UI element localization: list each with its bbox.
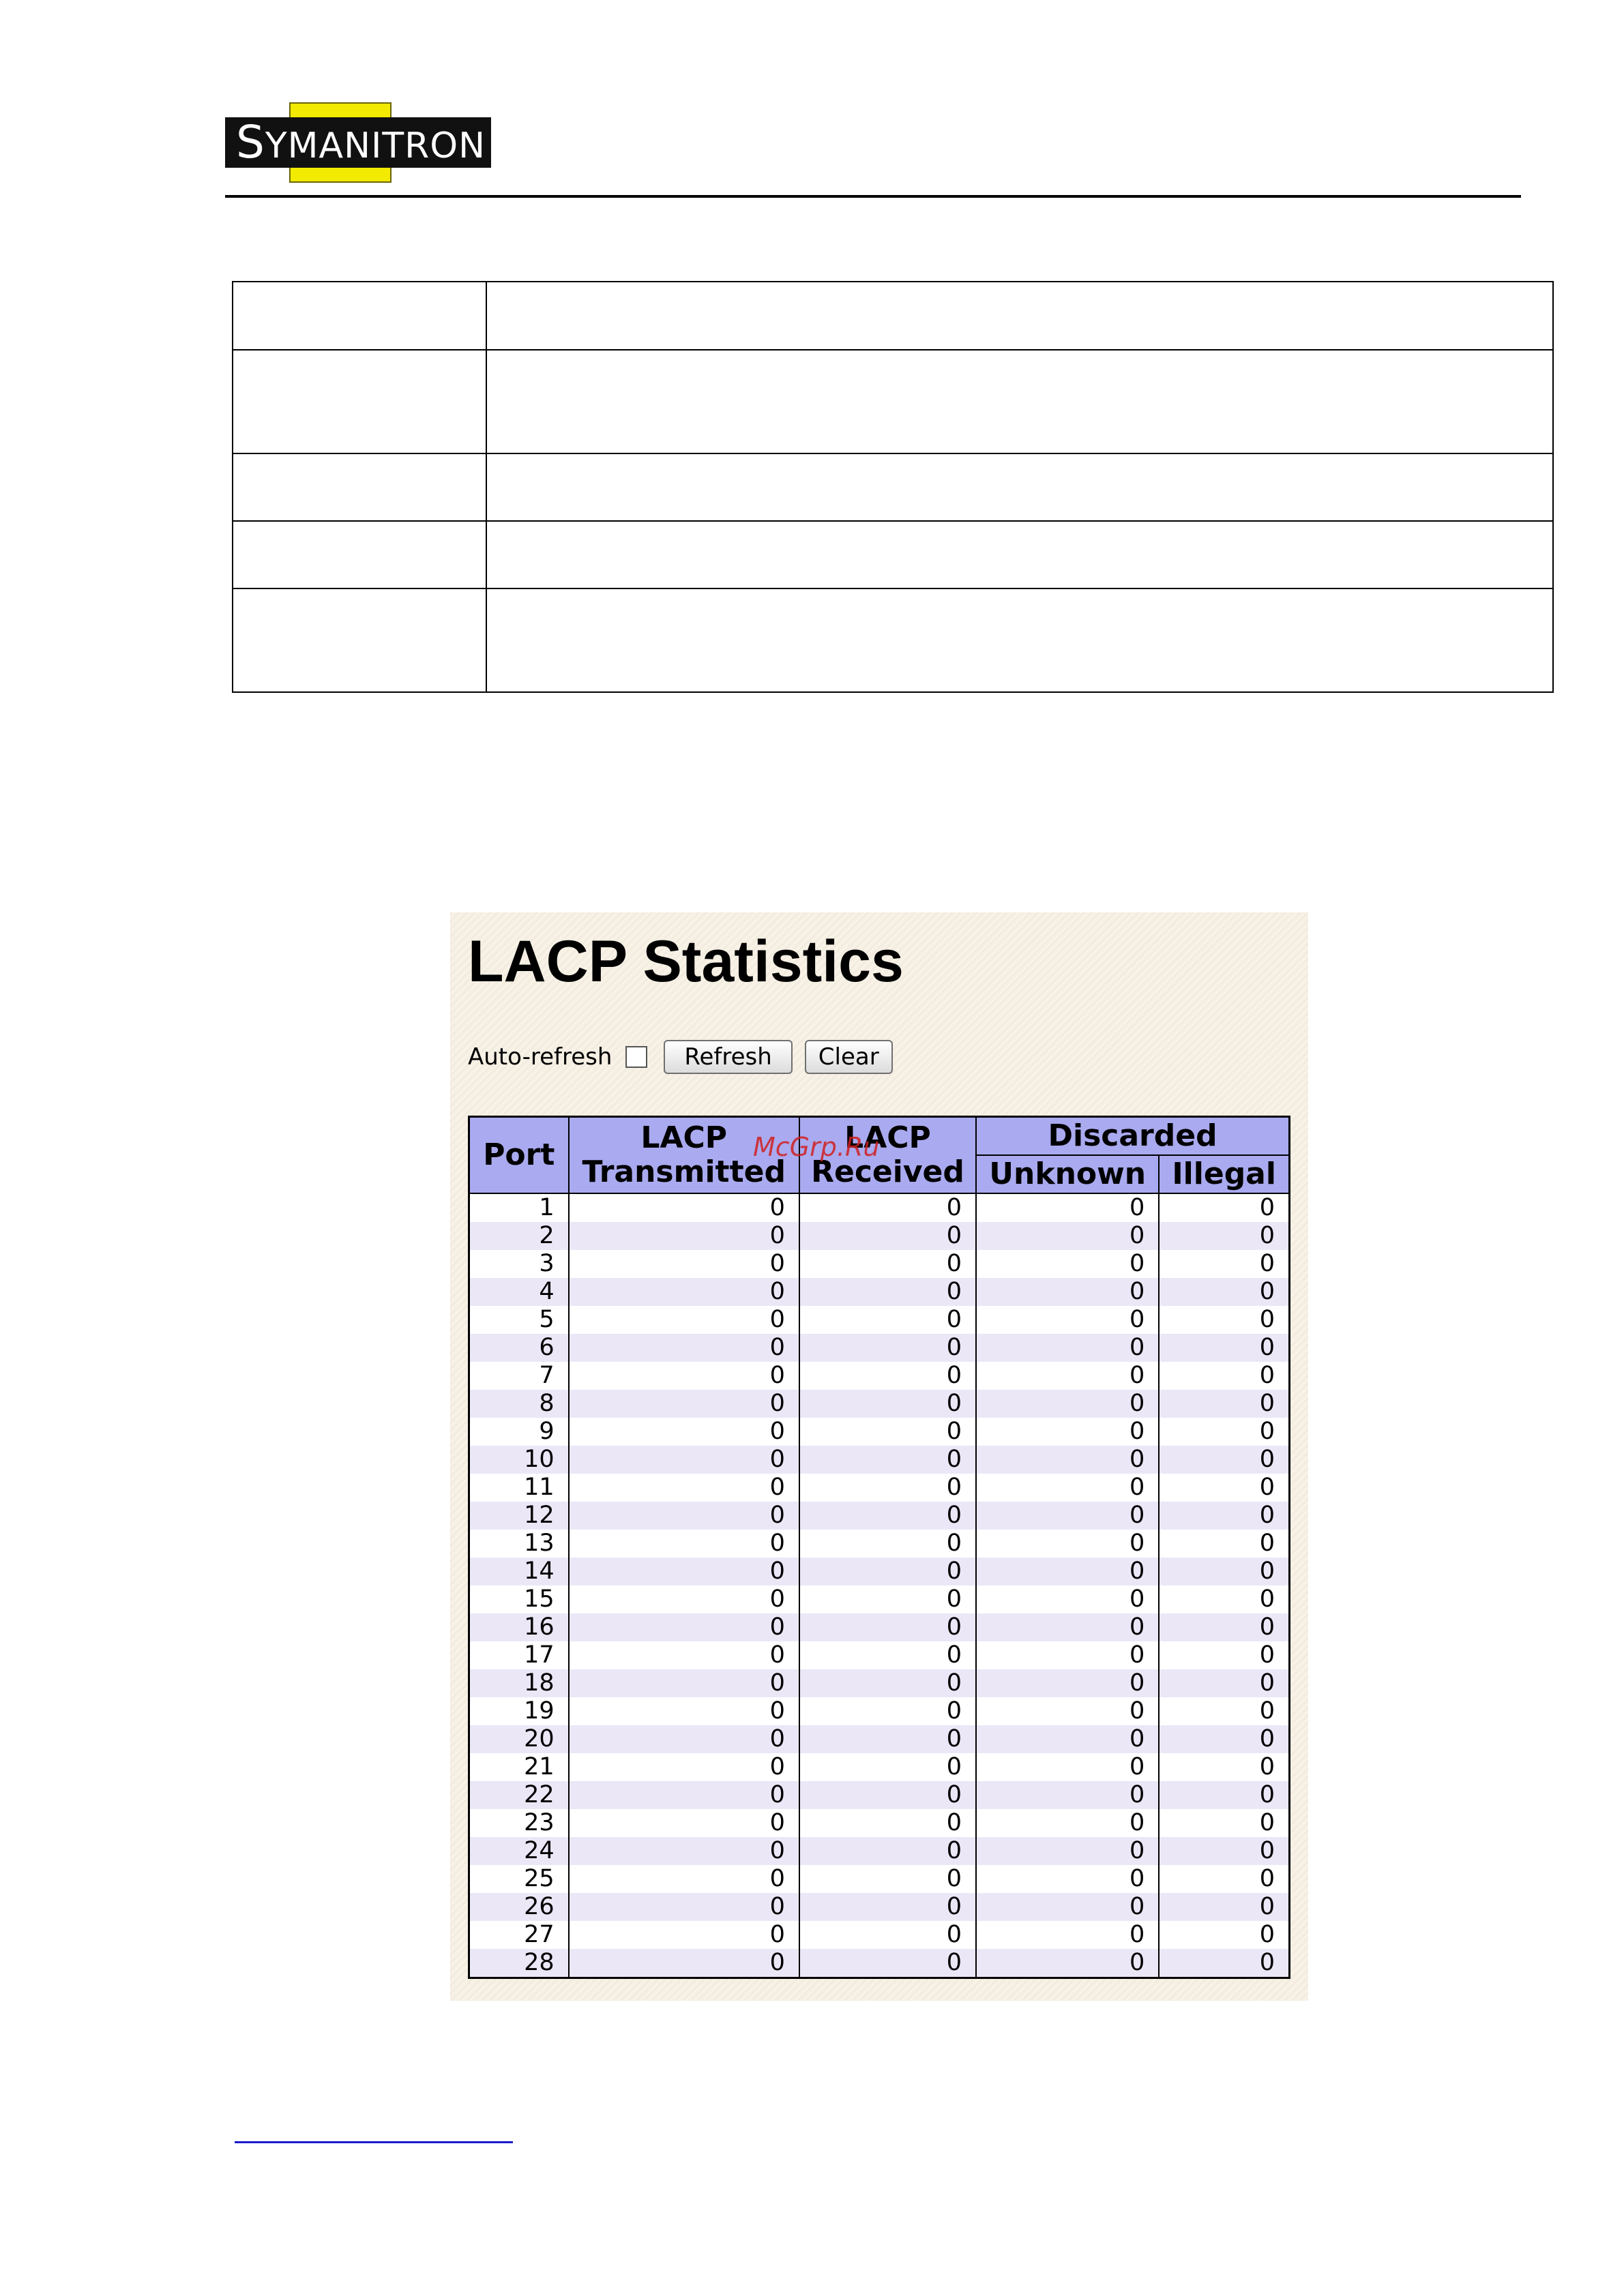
- cell-unknown: 0: [976, 1446, 1159, 1474]
- cell-transmitted: 0: [569, 1725, 799, 1753]
- cell-illegal: 0: [1159, 1921, 1289, 1949]
- cell-transmitted: 0: [569, 1753, 799, 1781]
- cell-received: 0: [799, 1193, 976, 1222]
- table-row: [469, 1334, 1290, 1362]
- cell-port: 23: [469, 1809, 569, 1837]
- table-row: [469, 1893, 1290, 1921]
- cell-unknown: 0: [976, 1222, 1159, 1250]
- watermark: McGrp.Ru: [753, 1132, 880, 1162]
- table-row: [469, 1193, 1290, 1222]
- cell-illegal: 0: [1159, 1949, 1289, 1978]
- table-row: [469, 1362, 1290, 1390]
- description-label: [233, 350, 486, 453]
- symanitron-logo: [225, 102, 491, 183]
- cell-unknown: 0: [976, 1362, 1159, 1390]
- cell-port: 26: [469, 1893, 569, 1921]
- cell-transmitted: 0: [569, 1585, 799, 1613]
- description-row: [233, 282, 1553, 350]
- cell-illegal: 0: [1159, 1781, 1289, 1809]
- cell-port: 21: [469, 1753, 569, 1781]
- table-row: [469, 1697, 1290, 1725]
- cell-unknown: 0: [976, 1502, 1159, 1530]
- table-row: [469, 1809, 1290, 1837]
- description-text: [486, 453, 1553, 521]
- cell-transmitted: 0: [569, 1697, 799, 1725]
- table-row: [469, 1669, 1290, 1697]
- cell-received: 0: [799, 1557, 976, 1585]
- cell-illegal: 0: [1159, 1613, 1289, 1641]
- cell-illegal: 0: [1159, 1725, 1289, 1753]
- cell-port: 24: [469, 1837, 569, 1865]
- cell-illegal: 0: [1159, 1893, 1289, 1921]
- cell-received: 0: [799, 1753, 976, 1781]
- cell-unknown: 0: [976, 1585, 1159, 1613]
- table-row: [469, 1949, 1290, 1978]
- cell-port: 16: [469, 1613, 569, 1641]
- description-label: [233, 282, 486, 350]
- cell-port: 20: [469, 1725, 569, 1753]
- cell-illegal: 0: [1159, 1278, 1289, 1306]
- cell-port: 10: [469, 1446, 569, 1474]
- auto-refresh-checkbox[interactable]: [625, 1046, 647, 1068]
- table-row: [469, 1502, 1290, 1530]
- table-row: [469, 1278, 1290, 1306]
- cell-transmitted: 0: [569, 1250, 799, 1278]
- cell-unknown: 0: [976, 1418, 1159, 1446]
- cell-port: 22: [469, 1781, 569, 1809]
- lacp-statistics-panel: [450, 912, 1308, 2001]
- cell-unknown: 0: [976, 1278, 1159, 1306]
- cell-transmitted: 0: [569, 1362, 799, 1390]
- cell-port: 28: [469, 1949, 569, 1978]
- header-lacp-received-line1: LACP: [844, 1120, 931, 1155]
- cell-port: 11: [469, 1474, 569, 1502]
- description-row: [233, 453, 1553, 521]
- table-row: [469, 1781, 1290, 1809]
- cell-transmitted: 0: [569, 1865, 799, 1893]
- table-row: [469, 1641, 1290, 1669]
- cell-received: 0: [799, 1334, 976, 1362]
- cell-illegal: 0: [1159, 1334, 1289, 1362]
- cell-illegal: 0: [1159, 1446, 1289, 1474]
- cell-port: 13: [469, 1530, 569, 1557]
- footer-link-underline[interactable]: [235, 2141, 513, 2143]
- cell-unknown: 0: [976, 1697, 1159, 1725]
- refresh-button[interactable]: Refresh: [664, 1040, 792, 1074]
- table-row: [469, 1613, 1290, 1641]
- cell-received: 0: [799, 1362, 976, 1390]
- cell-illegal: 0: [1159, 1837, 1289, 1865]
- cell-unknown: 0: [976, 1949, 1159, 1978]
- cell-unknown: 0: [976, 1753, 1159, 1781]
- cell-transmitted: 0: [569, 1949, 799, 1978]
- cell-illegal: 0: [1159, 1418, 1289, 1446]
- description-table: [232, 281, 1554, 693]
- cell-unknown: 0: [976, 1530, 1159, 1557]
- cell-received: 0: [799, 1530, 976, 1557]
- cell-received: 0: [799, 1390, 976, 1418]
- cell-illegal: 0: [1159, 1222, 1289, 1250]
- cell-received: 0: [799, 1697, 976, 1725]
- cell-transmitted: 0: [569, 1837, 799, 1865]
- cell-unknown: 0: [976, 1669, 1159, 1697]
- table-row: [469, 1585, 1290, 1613]
- description-label: [233, 453, 486, 521]
- table-row: [469, 1474, 1290, 1502]
- description-row: [233, 588, 1553, 692]
- cell-illegal: 0: [1159, 1753, 1289, 1781]
- cell-unknown: 0: [976, 1893, 1159, 1921]
- cell-transmitted: 0: [569, 1306, 799, 1334]
- cell-unknown: 0: [976, 1390, 1159, 1418]
- table-row: [469, 1530, 1290, 1557]
- cell-port: 7: [469, 1362, 569, 1390]
- cell-illegal: 0: [1159, 1669, 1289, 1697]
- cell-received: 0: [799, 1474, 976, 1502]
- table-row: [469, 1753, 1290, 1781]
- cell-unknown: 0: [976, 1865, 1159, 1893]
- cell-port: 14: [469, 1557, 569, 1585]
- cell-illegal: 0: [1159, 1585, 1289, 1613]
- cell-illegal: 0: [1159, 1250, 1289, 1278]
- table-row: [469, 1250, 1290, 1278]
- cell-unknown: 0: [976, 1250, 1159, 1278]
- header-lacp-transmitted-line2: Transmitted: [582, 1154, 786, 1189]
- cell-received: 0: [799, 1418, 976, 1446]
- cell-transmitted: 0: [569, 1613, 799, 1641]
- table-row: [469, 1837, 1290, 1865]
- cell-port: 4: [469, 1278, 569, 1306]
- cell-unknown: 0: [976, 1334, 1159, 1362]
- cell-illegal: 0: [1159, 1362, 1289, 1390]
- header-discarded: Discarded: [976, 1117, 1289, 1156]
- header-port: Port: [469, 1117, 569, 1194]
- cell-port: 1: [469, 1193, 569, 1222]
- cell-received: 0: [799, 1921, 976, 1949]
- cell-unknown: 0: [976, 1641, 1159, 1669]
- cell-illegal: 0: [1159, 1809, 1289, 1837]
- clear-button[interactable]: Clear: [805, 1040, 893, 1074]
- cell-received: 0: [799, 1865, 976, 1893]
- cell-port: 3: [469, 1250, 569, 1278]
- description-text: [486, 521, 1553, 588]
- cell-port: 5: [469, 1306, 569, 1334]
- cell-received: 0: [799, 1278, 976, 1306]
- cell-illegal: 0: [1159, 1641, 1289, 1669]
- cell-received: 0: [799, 1306, 976, 1334]
- cell-port: 2: [469, 1222, 569, 1250]
- table-row: [469, 1222, 1290, 1250]
- cell-port: 17: [469, 1641, 569, 1669]
- table-body: [469, 1193, 1290, 1978]
- table-row: [469, 1725, 1290, 1753]
- cell-received: 0: [799, 1949, 976, 1978]
- cell-received: 0: [799, 1250, 976, 1278]
- auto-refresh-label: Auto-refresh: [468, 1043, 612, 1071]
- cell-transmitted: 0: [569, 1193, 799, 1222]
- cell-received: 0: [799, 1222, 976, 1250]
- cell-received: 0: [799, 1837, 976, 1865]
- description-row: [233, 350, 1553, 453]
- logo-text: SYMANITRON: [236, 116, 486, 168]
- cell-transmitted: 0: [569, 1921, 799, 1949]
- cell-received: 0: [799, 1669, 976, 1697]
- cell-unknown: 0: [976, 1613, 1159, 1641]
- cell-received: 0: [799, 1502, 976, 1530]
- cell-illegal: 0: [1159, 1474, 1289, 1502]
- cell-port: 18: [469, 1669, 569, 1697]
- cell-transmitted: 0: [569, 1893, 799, 1921]
- controls-bar: [468, 1037, 893, 1077]
- cell-illegal: 0: [1159, 1502, 1289, 1530]
- cell-illegal: 0: [1159, 1865, 1289, 1893]
- table-row: [469, 1446, 1290, 1474]
- cell-illegal: 0: [1159, 1697, 1289, 1725]
- cell-port: 19: [469, 1697, 569, 1725]
- description-label: [233, 521, 486, 588]
- cell-transmitted: 0: [569, 1669, 799, 1697]
- cell-transmitted: 0: [569, 1641, 799, 1669]
- cell-received: 0: [799, 1725, 976, 1753]
- cell-unknown: 0: [976, 1837, 1159, 1865]
- description-row: [233, 521, 1553, 588]
- cell-transmitted: 0: [569, 1530, 799, 1557]
- header-unknown: Unknown: [976, 1155, 1159, 1193]
- table-row: [469, 1865, 1290, 1893]
- cell-received: 0: [799, 1641, 976, 1669]
- cell-port: 8: [469, 1390, 569, 1418]
- header-illegal: Illegal: [1159, 1155, 1289, 1193]
- cell-received: 0: [799, 1585, 976, 1613]
- table-row: [469, 1390, 1290, 1418]
- cell-illegal: 0: [1159, 1530, 1289, 1557]
- description-text: [486, 350, 1553, 453]
- header-rule: [225, 195, 1521, 198]
- cell-transmitted: 0: [569, 1809, 799, 1837]
- cell-received: 0: [799, 1613, 976, 1641]
- cell-unknown: 0: [976, 1306, 1159, 1334]
- cell-transmitted: 0: [569, 1557, 799, 1585]
- cell-transmitted: 0: [569, 1502, 799, 1530]
- description-label: [233, 588, 486, 692]
- description-text: [486, 588, 1553, 692]
- cell-transmitted: 0: [569, 1334, 799, 1362]
- table-row: [469, 1418, 1290, 1446]
- cell-transmitted: 0: [569, 1278, 799, 1306]
- cell-unknown: 0: [976, 1781, 1159, 1809]
- cell-unknown: 0: [976, 1193, 1159, 1222]
- table-row: [469, 1921, 1290, 1949]
- cell-illegal: 0: [1159, 1390, 1289, 1418]
- cell-transmitted: 0: [569, 1418, 799, 1446]
- cell-transmitted: 0: [569, 1781, 799, 1809]
- cell-illegal: 0: [1159, 1306, 1289, 1334]
- cell-received: 0: [799, 1446, 976, 1474]
- lacp-statistics-table: [468, 1116, 1290, 1979]
- cell-illegal: 0: [1159, 1557, 1289, 1585]
- cell-transmitted: 0: [569, 1390, 799, 1418]
- cell-received: 0: [799, 1893, 976, 1921]
- cell-transmitted: 0: [569, 1222, 799, 1250]
- cell-port: 6: [469, 1334, 569, 1362]
- cell-unknown: 0: [976, 1725, 1159, 1753]
- cell-port: 15: [469, 1585, 569, 1613]
- cell-port: 25: [469, 1865, 569, 1893]
- cell-unknown: 0: [976, 1809, 1159, 1837]
- cell-unknown: 0: [976, 1474, 1159, 1502]
- header-lacp-received-line2: Received: [811, 1154, 964, 1189]
- cell-port: 12: [469, 1502, 569, 1530]
- page-title: LACP Statistics: [468, 929, 904, 994]
- table-row: [469, 1557, 1290, 1585]
- table-row: [469, 1306, 1290, 1334]
- cell-port: 9: [469, 1418, 569, 1446]
- cell-received: 0: [799, 1809, 976, 1837]
- header-lacp-transmitted-line1: LACP: [640, 1120, 728, 1155]
- cell-port: 27: [469, 1921, 569, 1949]
- description-text: [486, 282, 1553, 350]
- cell-received: 0: [799, 1781, 976, 1809]
- cell-illegal: 0: [1159, 1193, 1289, 1222]
- cell-unknown: 0: [976, 1921, 1159, 1949]
- cell-unknown: 0: [976, 1557, 1159, 1585]
- cell-transmitted: 0: [569, 1446, 799, 1474]
- cell-transmitted: 0: [569, 1474, 799, 1502]
